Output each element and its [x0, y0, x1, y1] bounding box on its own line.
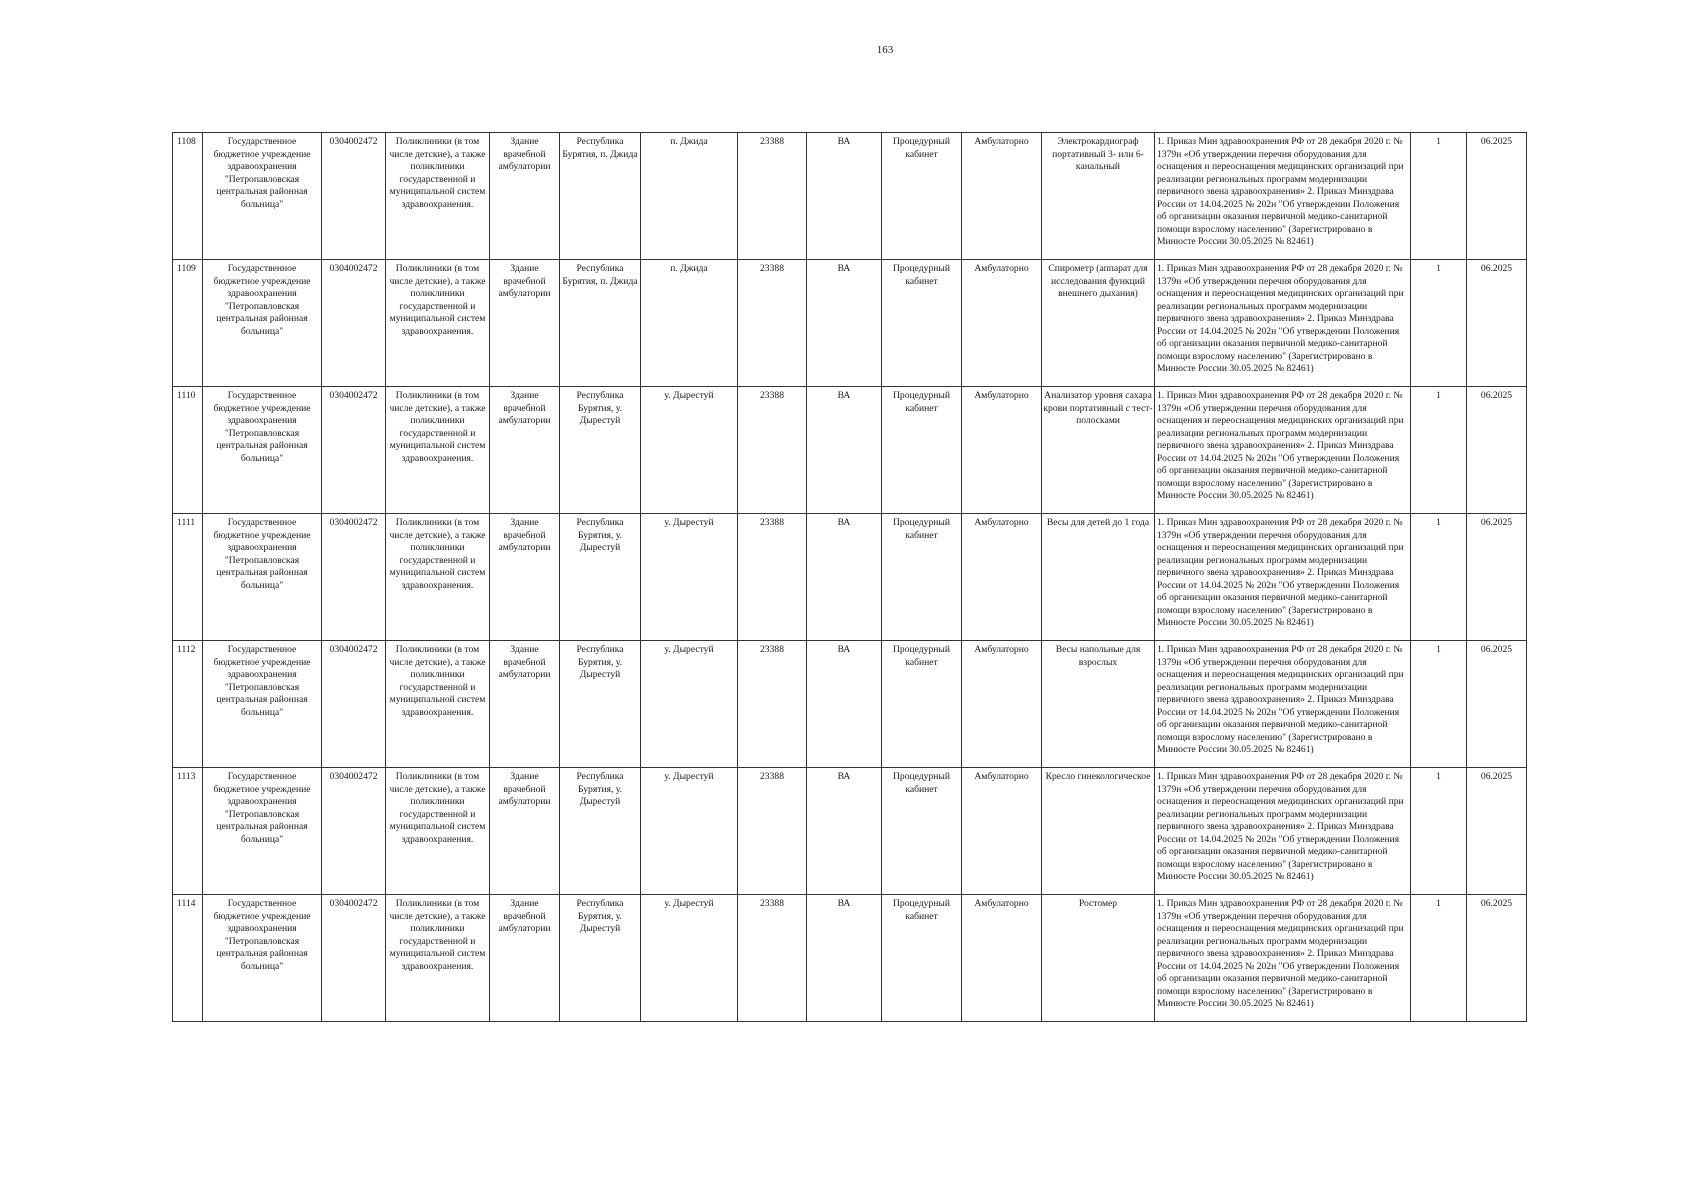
inn-cell: 0304002472	[322, 514, 386, 641]
locality-cell: п. Джида	[641, 133, 738, 260]
code-cell: 23388	[738, 387, 807, 514]
inn-cell: 0304002472	[322, 641, 386, 768]
building-cell: Здание врачебной амбулатории	[490, 768, 560, 895]
quantity-cell: 1	[1411, 260, 1467, 387]
table-row	[173, 768, 1527, 895]
inn-cell: 0304002472	[322, 260, 386, 387]
building-cell: Здание врачебной амбулатории	[490, 260, 560, 387]
table-row	[173, 387, 1527, 514]
quantity-cell: 1	[1411, 133, 1467, 260]
facility-type-cell: Поликлиники (в том числе детские), а также поликлиники государственной и муниципальной систем здравоохранения.	[386, 387, 490, 514]
table-body	[173, 133, 1527, 1022]
category-cell: ВА	[807, 133, 882, 260]
inn-cell: 0304002472	[322, 133, 386, 260]
equipment-registry-table	[172, 132, 1527, 1022]
page-number: 163	[876, 44, 894, 56]
date-cell: 06.2025	[1467, 514, 1527, 641]
category-cell: ВА	[807, 768, 882, 895]
locality-cell: у. Дырестуй	[641, 514, 738, 641]
organization-cell: Государственное бюджетное учреждение здравоохранения "Петропавловская центральная районная больница"	[203, 260, 322, 387]
organization-cell: Государственное бюджетное учреждение здравоохранения "Петропавловская центральная районная больница"	[203, 387, 322, 514]
locality-cell: п. Джида	[641, 260, 738, 387]
category-cell: ВА	[807, 895, 882, 1022]
room-cell: Процедурный кабинет	[882, 768, 962, 895]
facility-type-cell: Поликлиники (в том числе детские), а также поликлиники государственной и муниципальной систем здравоохранения.	[386, 260, 490, 387]
date-cell: 06.2025	[1467, 133, 1527, 260]
care-mode-cell: Амбулаторно	[962, 387, 1042, 514]
care-mode-cell: Амбулаторно	[962, 895, 1042, 1022]
room-cell: Процедурный кабинет	[882, 133, 962, 260]
facility-type-cell: Поликлиники (в том числе детские), а также поликлиники государственной и муниципальной систем здравоохранения.	[386, 641, 490, 768]
equipment-cell: Весы для детей до 1 года	[1042, 514, 1155, 641]
legal-basis-cell: 1. Приказ Мин здравоохранения РФ от 28 декабря 2020 г. № 1379н «Об утверждении перечня оборудования для оснащения и переоснащения медицинских организаций при реализации региональных программ модернизации первичного звена здравоохранения» 2. Приказ Минздрава России от 14.04.2025 № 202н "Об утверждении Положения об организации оказания первичной медико-санитарной помощи взрослому населению" (Зарегистрировано в Минюсте России 30.05.2025 № 82461)	[1155, 768, 1411, 895]
address-cell: Республика Бурятия, у. Дырестуй	[560, 514, 641, 641]
inn-cell: 0304002472	[322, 768, 386, 895]
row-number-cell: 1108	[173, 133, 203, 260]
address-cell: Республика Бурятия, у. Дырестуй	[560, 387, 641, 514]
organization-cell: Государственное бюджетное учреждение здравоохранения "Петропавловская центральная районная больница"	[203, 514, 322, 641]
address-cell: Республика Бурятия, у. Дырестуй	[560, 895, 641, 1022]
date-cell: 06.2025	[1467, 260, 1527, 387]
equipment-cell: Ростомер	[1042, 895, 1155, 1022]
building-cell: Здание врачебной амбулатории	[490, 641, 560, 768]
row-number-cell: 1114	[173, 895, 203, 1022]
care-mode-cell: Амбулаторно	[962, 768, 1042, 895]
code-cell: 23388	[738, 133, 807, 260]
locality-cell: у. Дырестуй	[641, 641, 738, 768]
table-row	[173, 260, 1527, 387]
facility-type-cell: Поликлиники (в том числе детские), а также поликлиники государственной и муниципальной систем здравоохранения.	[386, 133, 490, 260]
locality-cell: у. Дырестуй	[641, 768, 738, 895]
code-cell: 23388	[738, 768, 807, 895]
room-cell: Процедурный кабинет	[882, 260, 962, 387]
locality-cell: у. Дырестуй	[641, 387, 738, 514]
quantity-cell: 1	[1411, 387, 1467, 514]
care-mode-cell: Амбулаторно	[962, 133, 1042, 260]
building-cell: Здание врачебной амбулатории	[490, 387, 560, 514]
building-cell: Здание врачебной амбулатории	[490, 133, 560, 260]
inn-cell: 0304002472	[322, 387, 386, 514]
care-mode-cell: Амбулаторно	[962, 514, 1042, 641]
quantity-cell: 1	[1411, 514, 1467, 641]
table-row	[173, 514, 1527, 641]
category-cell: ВА	[807, 260, 882, 387]
table-row	[173, 641, 1527, 768]
organization-cell: Государственное бюджетное учреждение здравоохранения "Петропавловская центральная районная больница"	[203, 895, 322, 1022]
room-cell: Процедурный кабинет	[882, 641, 962, 768]
row-number-cell: 1109	[173, 260, 203, 387]
legal-basis-cell: 1. Приказ Мин здравоохранения РФ от 28 декабря 2020 г. № 1379н «Об утверждении перечня оборудования для оснащения и переоснащения медицинских организаций при реализации региональных программ модернизации первичного звена здравоохранения» 2. Приказ Минздрава России от 14.04.2025 № 202н "Об утверждении Положения об организации оказания первичной медико-санитарной помощи взрослому населению" (Зарегистрировано в Минюсте России 30.05.2025 № 82461)	[1155, 514, 1411, 641]
room-cell: Процедурный кабинет	[882, 895, 962, 1022]
room-cell: Процедурный кабинет	[882, 514, 962, 641]
equipment-cell: Весы напольные для взрослых	[1042, 641, 1155, 768]
date-cell: 06.2025	[1467, 895, 1527, 1022]
category-cell: ВА	[807, 641, 882, 768]
room-cell: Процедурный кабинет	[882, 387, 962, 514]
table-row	[173, 895, 1527, 1022]
equipment-cell: Кресло гинекологическое	[1042, 768, 1155, 895]
row-number-cell: 1110	[173, 387, 203, 514]
legal-basis-cell: 1. Приказ Мин здравоохранения РФ от 28 декабря 2020 г. № 1379н «Об утверждении перечня оборудования для оснащения и переоснащения медицинских организаций при реализации региональных программ модернизации первичного звена здравоохранения» 2. Приказ Минздрава России от 14.04.2025 № 202н "Об утверждении Положения об организации оказания первичной медико-санитарной помощи взрослому населению" (Зарегистрировано в Минюсте России 30.05.2025 № 82461)	[1155, 641, 1411, 768]
row-number-cell: 1113	[173, 768, 203, 895]
legal-basis-cell: 1. Приказ Мин здравоохранения РФ от 28 декабря 2020 г. № 1379н «Об утверждении перечня оборудования для оснащения и переоснащения медицинских организаций при реализации региональных программ модернизации первичного звена здравоохранения» 2. Приказ Минздрава России от 14.04.2025 № 202н "Об утверждении Положения об организации оказания первичной медико-санитарной помощи взрослому населению" (Зарегистрировано в Минюсте России 30.05.2025 № 82461)	[1155, 387, 1411, 514]
date-cell: 06.2025	[1467, 768, 1527, 895]
facility-type-cell: Поликлиники (в том числе детские), а также поликлиники государственной и муниципальной систем здравоохранения.	[386, 768, 490, 895]
quantity-cell: 1	[1411, 641, 1467, 768]
row-number-cell: 1111	[173, 514, 203, 641]
facility-type-cell: Поликлиники (в том числе детские), а также поликлиники государственной и муниципальной систем здравоохранения.	[386, 895, 490, 1022]
category-cell: ВА	[807, 514, 882, 641]
quantity-cell: 1	[1411, 768, 1467, 895]
legal-basis-cell: 1. Приказ Мин здравоохранения РФ от 28 декабря 2020 г. № 1379н «Об утверждении перечня оборудования для оснащения и переоснащения медицинских организаций при реализации региональных программ модернизации первичного звена здравоохранения» 2. Приказ Минздрава России от 14.04.2025 № 202н "Об утверждении Положения об организации оказания первичной медико-санитарной помощи взрослому населению" (Зарегистрировано в Минюсте России 30.05.2025 № 82461)	[1155, 895, 1411, 1022]
address-cell: Республика Бурятия, у. Дырестуй	[560, 768, 641, 895]
row-number-cell: 1112	[173, 641, 203, 768]
address-cell: Республика Бурятия, п. Джида	[560, 260, 641, 387]
building-cell: Здание врачебной амбулатории	[490, 895, 560, 1022]
code-cell: 23388	[738, 260, 807, 387]
equipment-cell: Спирометр (аппарат для исследования функций внешнего дыхания)	[1042, 260, 1155, 387]
care-mode-cell: Амбулаторно	[962, 641, 1042, 768]
organization-cell: Государственное бюджетное учреждение здравоохранения "Петропавловская центральная районная больница"	[203, 641, 322, 768]
code-cell: 23388	[738, 641, 807, 768]
date-cell: 06.2025	[1467, 387, 1527, 514]
organization-cell: Государственное бюджетное учреждение здравоохранения "Петропавловская центральная районная больница"	[203, 768, 322, 895]
address-cell: Республика Бурятия, п. Джида	[560, 133, 641, 260]
code-cell: 23388	[738, 514, 807, 641]
legal-basis-cell: 1. Приказ Мин здравоохранения РФ от 28 декабря 2020 г. № 1379н «Об утверждении перечня оборудования для оснащения и переоснащения медицинских организаций при реализации региональных программ модернизации первичного звена здравоохранения» 2. Приказ Минздрава России от 14.04.2025 № 202н "Об утверждении Положения об организации оказания первичной медико-санитарной помощи взрослому населению" (Зарегистрировано в Минюсте России 30.05.2025 № 82461)	[1155, 133, 1411, 260]
quantity-cell: 1	[1411, 895, 1467, 1022]
building-cell: Здание врачебной амбулатории	[490, 514, 560, 641]
category-cell: ВА	[807, 387, 882, 514]
equipment-cell: Анализатор уровня сахара крови портативный с тест-полосками	[1042, 387, 1155, 514]
address-cell: Республика Бурятия, у. Дырестуй	[560, 641, 641, 768]
care-mode-cell: Амбулаторно	[962, 260, 1042, 387]
code-cell: 23388	[738, 895, 807, 1022]
facility-type-cell: Поликлиники (в том числе детские), а также поликлиники государственной и муниципальной систем здравоохранения.	[386, 514, 490, 641]
equipment-cell: Электрокардиограф портативный 3- или 6-канальный	[1042, 133, 1155, 260]
inn-cell: 0304002472	[322, 895, 386, 1022]
table-row	[173, 133, 1527, 260]
locality-cell: у. Дырестуй	[641, 895, 738, 1022]
organization-cell: Государственное бюджетное учреждение здравоохранения "Петропавловская центральная районная больница"	[203, 133, 322, 260]
date-cell: 06.2025	[1467, 641, 1527, 768]
legal-basis-cell: 1. Приказ Мин здравоохранения РФ от 28 декабря 2020 г. № 1379н «Об утверждении перечня оборудования для оснащения и переоснащения медицинских организаций при реализации региональных программ модернизации первичного звена здравоохранения» 2. Приказ Минздрава России от 14.04.2025 № 202н "Об утверждении Положения об организации оказания первичной медико-санитарной помощи взрослому населению" (Зарегистрировано в Минюсте России 30.05.2025 № 82461)	[1155, 260, 1411, 387]
